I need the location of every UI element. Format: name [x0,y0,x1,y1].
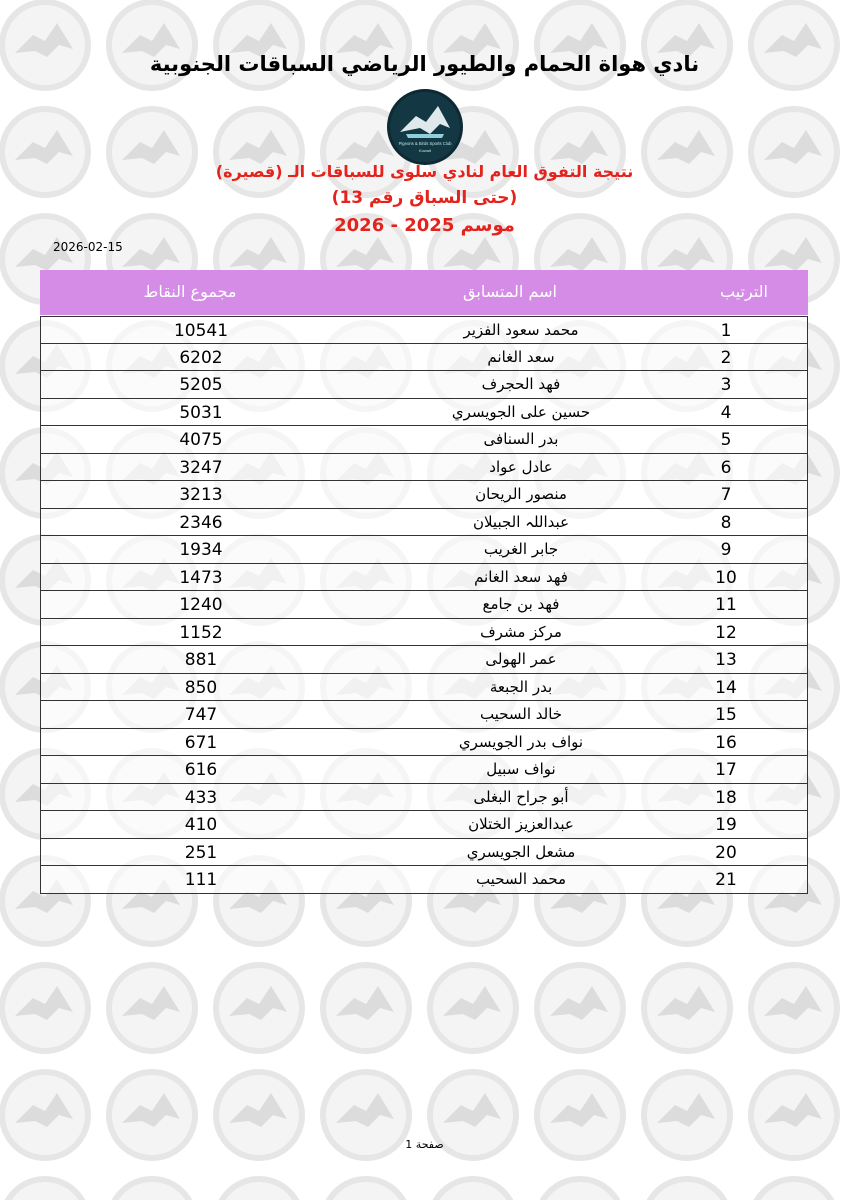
points-cell: 1240 [179,595,223,615]
rank-cell: 7 [720,485,732,505]
table-row [40,646,808,674]
rank-cell: 6 [720,457,732,478]
rank-cell: 17 [715,760,737,780]
points-cell: 850 [184,677,218,698]
name-cell: عبدالعزيز الختلان [468,815,574,833]
header-name: اسم المتسابق [463,282,557,301]
table-row [40,784,808,812]
header-points: مجموع النقاط [143,282,237,301]
points-cell: 3213 [179,485,223,505]
points-cell: 251 [184,842,218,863]
name-cell: فهد الحجرف [481,375,561,393]
points-cell: 10541 [173,321,229,341]
table-row [40,619,808,647]
rank-cell: 15 [715,705,737,725]
rank-cell: 21 [715,870,737,890]
table-row [40,454,808,482]
points-cell: 410 [184,815,218,835]
table-row [40,866,808,894]
rank-cell: 3 [720,375,732,395]
points-cell: 1473 [179,567,223,588]
rank-cell: 2 [720,347,732,368]
table-row [40,316,808,344]
rank-cell: 12 [715,622,737,643]
points-cell: 6202 [179,347,223,368]
name-cell: مشعل الجويسري [466,842,576,861]
rank-cell: 19 [715,815,737,835]
name-cell: بدر الجبعة [489,677,553,696]
rank-cell: 20 [715,842,737,863]
rank-cell: 16 [715,732,737,753]
club-logo [386,88,464,166]
rank-cell: 14 [715,677,737,698]
points-cell: 3247 [179,457,223,478]
name-cell: عبداللہ الجبيلان [472,512,570,531]
rank-cell: 5 [720,430,732,450]
points-cell: 1934 [179,540,223,560]
table-row [40,426,808,454]
table-row [40,729,808,757]
name-cell: حسين على الجويسري [451,402,591,421]
name-cell: عادل عواد [489,457,553,476]
results-table [40,316,808,894]
rank-cell: 1 [720,321,732,341]
table-header [40,270,808,315]
rank-cell: 4 [720,402,732,423]
points-cell: 5205 [179,375,223,395]
rank-cell: 10 [715,567,737,588]
report-date: 2026-02-15 [53,240,123,254]
race-number: (حتى السباق رقم 13) [331,188,518,208]
points-cell: 5031 [179,402,223,423]
report-title: نتيجة التفوق العام لنادي سلوى للسباقات الـ (قصيرة) [215,162,634,181]
points-cell: 433 [184,787,218,808]
name-cell: فهد بن جامع [482,595,560,613]
name-cell: جابر الغريب [483,540,559,558]
name-cell: خالد السحيب [479,705,563,723]
name-cell: نواف سبيل [486,760,556,778]
table-row [40,481,808,509]
table-row [40,371,808,399]
name-cell: بدر السنافى [483,430,559,448]
table-row [40,756,808,784]
points-cell: 616 [184,760,218,780]
svg-text:Pigeons & Birds Sports Club: Pigeons & Birds Sports Club [398,141,452,146]
name-cell: مركز مشرف [480,622,562,641]
table-row [40,591,808,619]
points-cell: 881 [184,650,218,670]
name-cell: عمر الهولى [485,650,557,668]
table-row [40,344,808,372]
name-cell: نواف بدر الجويسري [458,732,584,751]
svg-text:Kuwait: Kuwait [418,148,432,153]
table-row [40,564,808,592]
club-title: نادي هواة الحمام والطيور الرياضي السباقات الجنوبية [149,52,700,76]
header-rank: الترتيب [720,282,768,301]
name-cell: أبو جراح البغلى [473,787,569,806]
points-cell: 111 [184,870,218,890]
rank-cell: 13 [715,650,737,670]
name-cell: سعد الغانم [487,347,555,366]
table-row [40,701,808,729]
points-cell: 1152 [179,622,223,643]
table-row [40,674,808,702]
name-cell: محمد السحيب [475,870,567,888]
points-cell: 671 [184,732,218,753]
season: موسم 2025 - 2026 [334,215,515,236]
rank-cell: 18 [715,787,737,808]
points-cell: 747 [184,705,218,725]
name-cell: فهد سعد الغانم [474,567,568,586]
table-row [40,536,808,564]
name-cell: محمد سعود الفزير [463,321,579,339]
name-cell: منصور الريحان [475,485,567,503]
table-row [40,399,808,427]
table-row [40,509,808,537]
points-cell: 4075 [179,430,223,450]
points-cell: 2346 [179,512,223,533]
table-row [40,839,808,867]
rank-cell: 8 [720,512,732,533]
table-row [40,811,808,839]
rank-cell: 9 [720,540,732,560]
rank-cell: 11 [715,595,737,615]
page-number: صفحة 1 [405,1138,444,1151]
